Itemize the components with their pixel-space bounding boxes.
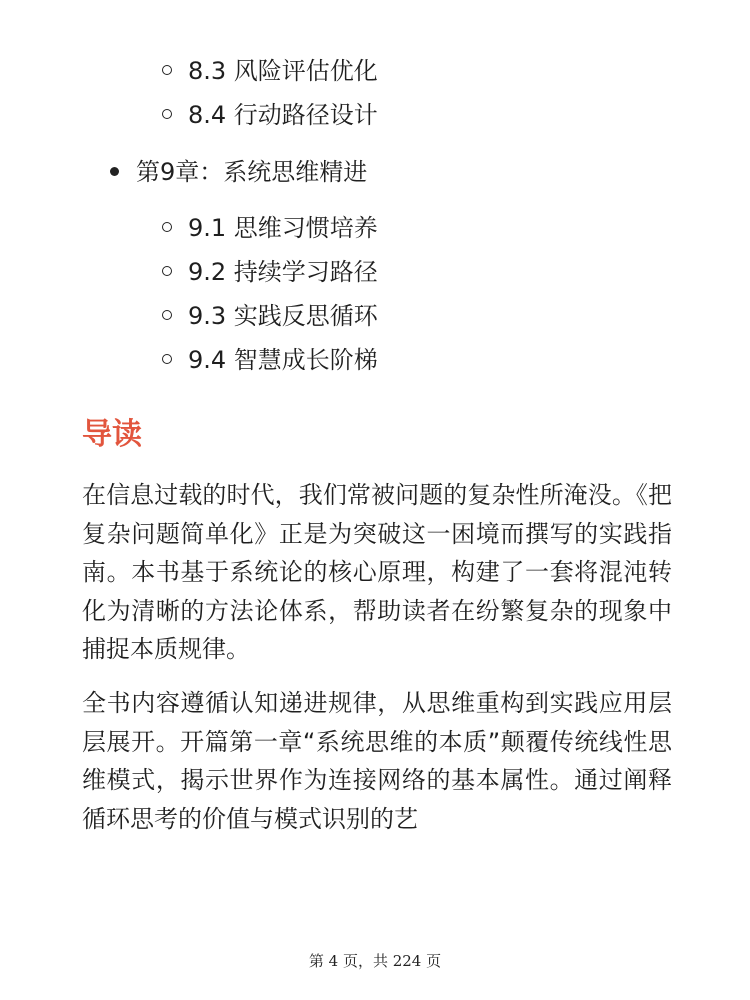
toc-subitem-label: 8.3 风险评估优化 bbox=[188, 57, 378, 85]
body-paragraph: 在信息过载的时代，我们常被问题的复杂性所淹没。《把复杂问题简单化》正是为突破这一困境而撰写的实践指南。本书基于系统论的核心原理，构建了一套将混沌转化为清晰的方法论体系，帮助读者在纷繁复杂的现象中捕捉本质规律。 bbox=[82, 481, 672, 663]
toc-sublist-chapter-9 bbox=[162, 206, 378, 382]
body-paragraph: 全书内容遵循认知递进规律，从思维重构到实践应用层层展开。开篇第一章“系统思维的本质”颠覆传统线性思维模式，揭示世界作为连接网络的基本属性。通过阐释循环思考的价值与模式识别的艺 bbox=[82, 689, 672, 833]
toc-subitem-label: 9.1 思维习惯培养 bbox=[188, 214, 378, 242]
solid-dot-bullet-icon bbox=[110, 167, 119, 176]
page-number-footer: 第 4 页，共 224 页 bbox=[308, 952, 442, 970]
toc-sublist-chapter-8 bbox=[162, 49, 378, 137]
toc-subitem[interactable] bbox=[162, 294, 378, 338]
hollow-circle-bullet-icon bbox=[162, 109, 172, 119]
toc-subitem-label: 9.2 持续学习路径 bbox=[188, 258, 378, 286]
toc-subitem[interactable] bbox=[162, 49, 378, 93]
toc-subitem-label: 9.3 实践反思循环 bbox=[188, 302, 378, 330]
toc-subitem[interactable] bbox=[162, 250, 378, 294]
toc-subitem[interactable] bbox=[162, 206, 378, 250]
toc-chapter-item[interactable] bbox=[110, 150, 367, 194]
toc-subitem[interactable] bbox=[162, 93, 378, 137]
hollow-circle-bullet-icon bbox=[162, 310, 172, 320]
section-heading: 导读 bbox=[82, 417, 142, 452]
hollow-circle-bullet-icon bbox=[162, 354, 172, 364]
toc-subitem-label: 9.4 智慧成长阶梯 bbox=[188, 346, 378, 374]
hollow-circle-bullet-icon bbox=[162, 222, 172, 232]
toc-subitem-label: 8.4 行动路径设计 bbox=[188, 101, 378, 129]
toc-chapter-label: 第9章：系统思维精进 bbox=[136, 158, 368, 186]
toc-subitem[interactable] bbox=[162, 338, 378, 382]
hollow-circle-bullet-icon bbox=[162, 65, 172, 75]
hollow-circle-bullet-icon bbox=[162, 266, 172, 276]
